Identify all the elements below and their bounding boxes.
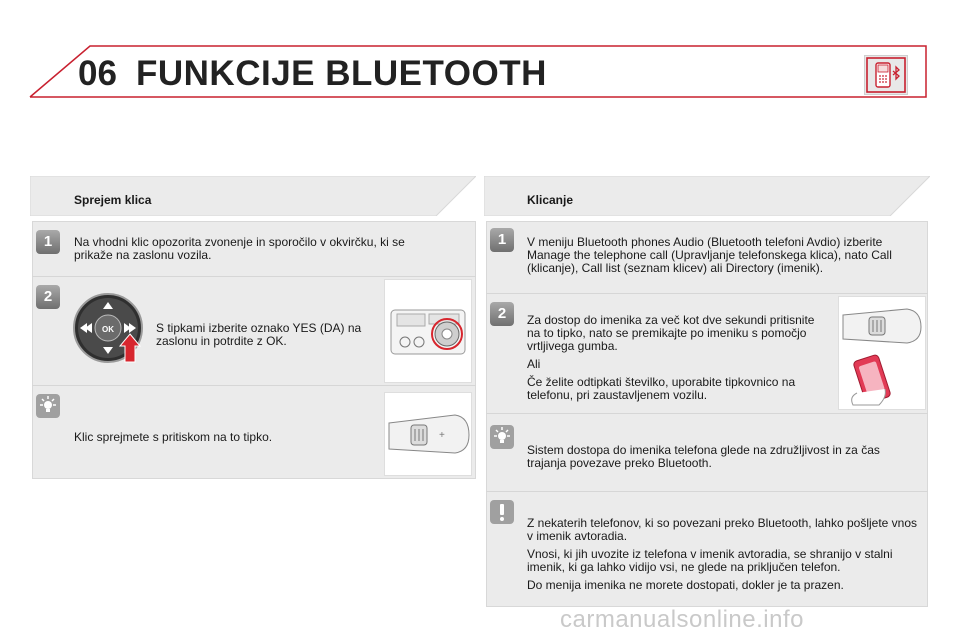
right-warning-text bbox=[527, 517, 919, 597]
svg-text:+: + bbox=[439, 430, 445, 441]
lightbulb-icon bbox=[36, 394, 60, 418]
left-step2-text: S tipkami izberite oznako YES (DA) na zaslonu in potrdite z OK. bbox=[156, 321, 362, 348]
chapter-number: 06 bbox=[78, 54, 117, 93]
right-warning-paragraph: Z nekaterih telefonov, ki so povezani preko Bluetooth, lahko pošljete vnos v imenik avtoradia. bbox=[527, 516, 918, 543]
stalk-and-phone-illustration bbox=[838, 296, 926, 410]
ok-direction-pad bbox=[72, 292, 150, 368]
radio-unit-illustration bbox=[384, 279, 472, 383]
step-number-badge: 2 bbox=[490, 302, 514, 326]
right-step2-paragraph: Za dostop do imenika za več kot dve sekundi pritisnite na to tipko, nato se premikajte po imeniku s pomočjo vrtljivega gumba. bbox=[527, 313, 815, 353]
step-number-badge: 2 bbox=[36, 285, 60, 309]
page-title: FUNKCIJE BLUETOOTH bbox=[136, 54, 547, 93]
right-warning-paragraph: Vnosi, ki jih uvozite iz telefona v imenik avtoradia, se shranijo v stalni imenik, ki ga lahko vidijo vsi, ne glede na priključen telefon. bbox=[527, 547, 893, 574]
watermark: carmanualsonline.info bbox=[560, 606, 804, 633]
right-warning-paragraph: Do menija imenika ne morete dostopati, dokler je ta prazen. bbox=[527, 578, 844, 592]
phone-bluetooth-icon bbox=[864, 55, 908, 95]
left-tip-text: Klic sprejmete s pritiskom na to tipko. bbox=[74, 430, 273, 444]
right-tip-text: Sistem dostopa do imenika telefona glede na združljivost in za čas trajanja povezave preko Bluetooth. bbox=[527, 443, 880, 470]
lightbulb-icon bbox=[490, 425, 514, 449]
steering-stalk-illustration bbox=[384, 392, 472, 476]
right-step2-paragraph: Ali bbox=[527, 357, 541, 371]
right-section-heading: Klicanje bbox=[527, 193, 574, 207]
step-number-badge: 1 bbox=[490, 228, 514, 252]
right-step2-text bbox=[527, 314, 823, 407]
exclamation-icon bbox=[490, 500, 514, 524]
ok-button-label: OK bbox=[102, 325, 114, 334]
left-step1-text: Na vhodni klic opozorita zvonenje in sporočilo v okvirčku, ki se prikaže na zaslonu vozila. bbox=[74, 235, 405, 262]
left-section-heading: Sprejem klica bbox=[74, 193, 152, 207]
step-number-badge: 1 bbox=[36, 230, 60, 254]
right-step2-paragraph: Če želite odtipkati številko, uporabite tipkovnico na telefonu, pri zaustavljenem vozilu. bbox=[527, 375, 796, 402]
right-step1-text: V meniju Bluetooth phones Audio (Bluetooth telefoni Avdio) izberite Manage the telephone call (Upravljanje telefonskega klica), nato Call (klicanje), Call list (seznam klicev) ali Directory (imenik). bbox=[527, 235, 892, 275]
